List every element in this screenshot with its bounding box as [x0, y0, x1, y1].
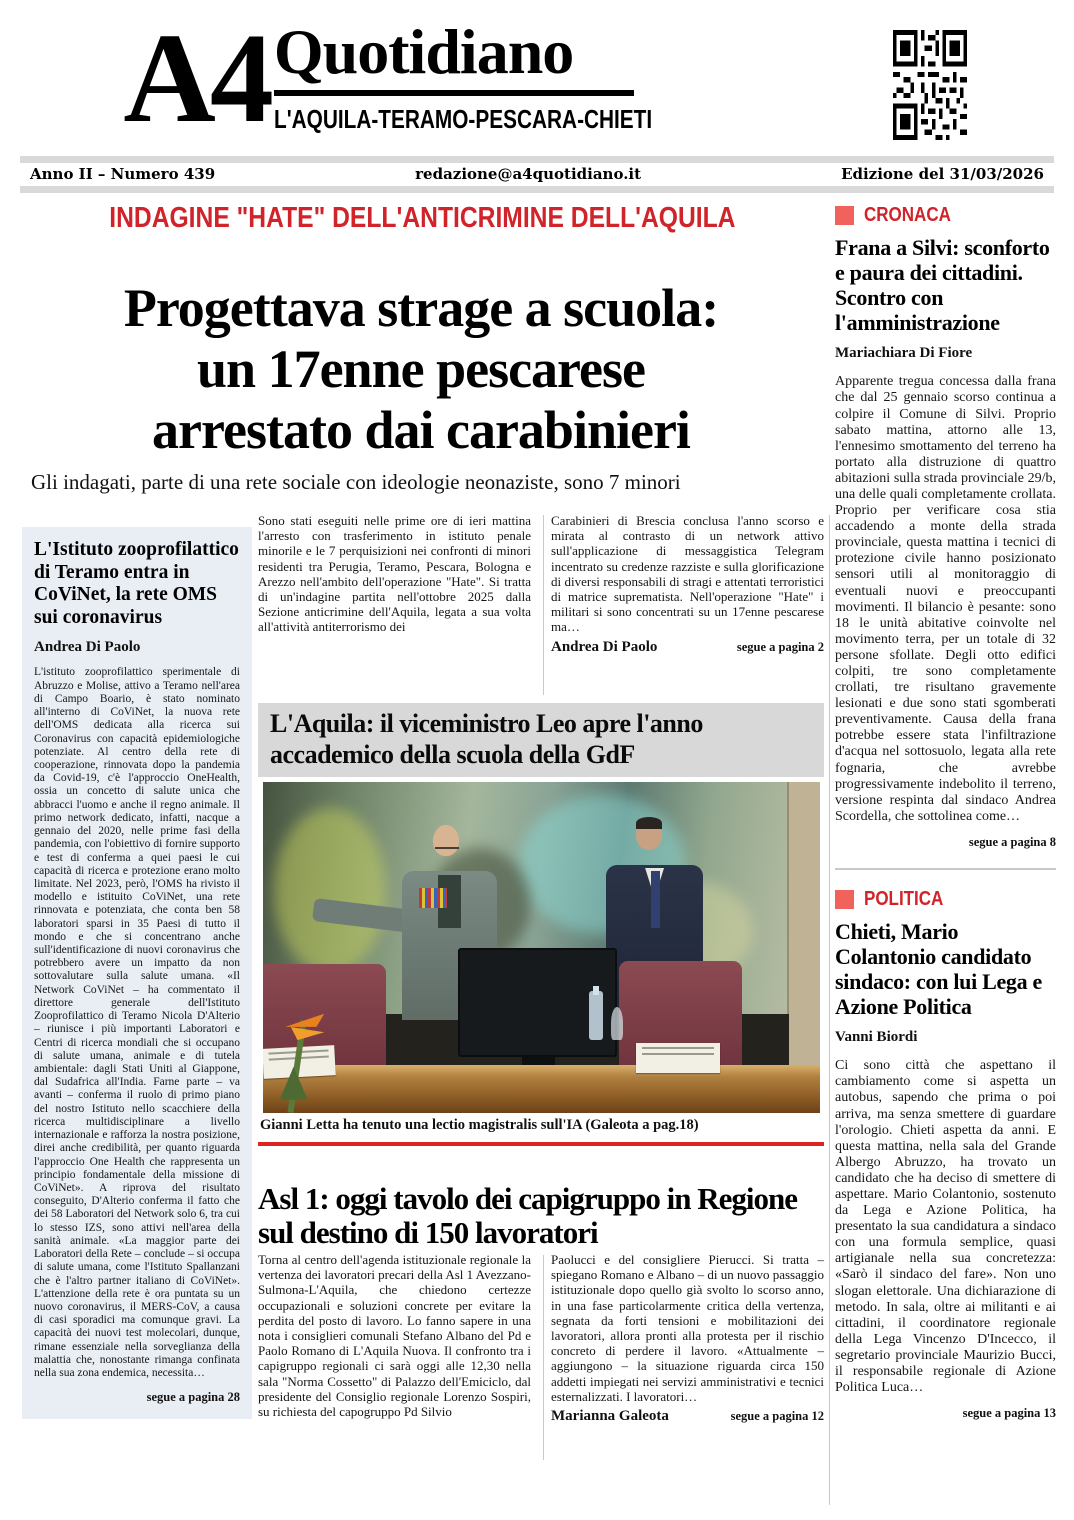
cronaca-section-marker: [835, 206, 854, 225]
lead-body-col1: Sono stati eseguiti nelle prime ore di ieri mattina l'arresto con trasferimento in istituto penale minorile e le 7 perquisizioni nei confronti di minori residenti tra Perugia, Teramo, Pescara, Bologna e Arezzo nell'ambito dell'operazione "Hate". Si tratta di un'indagine partita nell'ottobre 2025 dalla Sezione anticrimine dell'Aquila, legata a sua volta all'attività antiterrorismo dei: [258, 513, 531, 635]
photo-officer-head: [433, 825, 459, 856]
qr-code-icon: [893, 30, 967, 140]
dateline-rule-bottom: [20, 186, 1054, 193]
lead-headline: [18, 278, 824, 461]
lead-body-col2: [551, 513, 824, 656]
lead-continuation: segue a pagina 2: [736, 639, 824, 654]
sidebar-divider: [835, 868, 1056, 870]
politica-section-label: POLITICA: [864, 887, 944, 910]
politica-continuation: segue a pagina 13: [962, 1406, 1056, 1421]
asl-body-col2-text: Paolucci e del consigliere Pierucci. Si tratta – spiegano Romano e Albano – di un nuovo passaggio istituzionale dopo quello già svolto lo scorso anno, in una fase particolarmente critica della vertenza, segnata da forti tensioni e mobilitazioni dei lavoratori, allora pronti alla protesta per il rischio concreto di perdere il lavoro. «Attualmente – aggiungono – la situazione riguarda circa 150 addetti impiegati nei servizi amministrativi e tecnici esternalizzati. I lavoratori…: [551, 1252, 824, 1404]
dateline: [20, 162, 1054, 186]
politica-body: Ci sono città che aspettano il cambiamento come si aspetta un autobus, sapendo che prima o poi arriva, ma senza smettere di guardare l'orologio. Chieti aspetta da anni. E questa mattina, nella sala del Grande Albergo Abruzzo, ha trovato un candidato che ha deciso di smettere di aspettare. Mario Colantonio, sostenuto da Lega e Azione Politica, ha presentato la sua candidatura a sindaco con una formula semplice, quasi artigianale nella sua concretezza: «Sarò il sindaco del fare». Non uno slogan elettorale. Una dichiarazione di metodo. In sala, oltre ai militanti e ai cittadini, il coordinatore regionale della Lega Vincenzo D'Incecco, il segretario provinciale Maurizio Bucci, il responsabile regionale di Azione Politica Luca…: [835, 1058, 1056, 1396]
covinet-body: L'istituto zooprofilattico sperimentale di Abruzzo e Molise, attivo a Teramo nell'area di Campo Boario, è stato nominato all'interno di CoViNet, la nuova rete dell'OMS dedicata alla ricerca sui Coronavirus con capacità epidemiologiche potenziate. Al centro della rete di cooperazione, rinnovata dopo la pandemia da Covid-19, c'è l'approccio OneHealth, ossia un concetto di salute unica che abbracci l'uomo e anche il regno animale. Il primo network dedicato, infatti, nacque a gennaio del 2020, nelle prime fasi della pandemia, con l'obiettivo di fornire supporto e test di conferma a quei paesi le cui capacità di ricerca e protezione erano molto limitate. Nel 2023, però, l'OMS ha rivisto il modello e istituito CoViNet, una rete rinnovata e potenziata, che conta ben 58 laboratori sparsi in 35 Paesi di tutto il mondo e che si concentrano anche sull'identificazione di nuovi coronavirus che potrebbero avere un impatto da non sottovalutare sulla salute umana. «Il Network CoViNet – ha commentato il direttore generale dell'Istituto Zooprofilattico di Teramo Nicola D'Alterio – riunisce i più importanti Laboratori e Centri di ricerca mondiali che si occupano di salute umana, animale e di tutela ambientale: dagli Stati Uniti al Giappone, dal Sudafrica all'India. Farne parte – va avanti – conferma il ruolo di primo piano del nostro Istituto nello scacchiere della ricerca multidisciplinare a livello internazionale e rafforza la nostra posizione, direi anche credibilità, per quanto riguarda l'approccio One Health che rappresenta un principio fondamentale della missione di CoViNet». A riprova del risultato conseguito, D'Alterio conferma il fatto che dei 58 Laboratori del Network solo 6, tra cui lo stesso IZS, sono attivi nell'area della sanità animale. «La maggior parte dei Laboratori della Rete – conclude – si occupa di salute umana, come l'Istituto Spallanzani che è l'altro partner italiano di CoViNet». L'attenzione della rete è ora puntata su un nuovo coronavirus, il MERS-CoV, a causa di casi sporadici ma comunque gravi. La capacità dei nuovi test molecolari, dunque, rimane essenziale nella sorveglianza della malattia che, nonostante rimanga confinata nella sua zona endemica, necessita…: [34, 666, 240, 1380]
dateline-email: redazione@a4quotidiano.it: [415, 165, 642, 183]
asl-continuation: segue a pagina 12: [730, 1409, 824, 1424]
masthead-logo-right: [274, 14, 747, 135]
asl-headline: Asl 1: oggi tavolo dei capigruppo in Regione sul destino di 150 lavoratori: [258, 1180, 798, 1251]
photo-desk: [263, 1065, 820, 1113]
lead-author: Andrea Di Paolo: [551, 638, 658, 655]
masthead-logo-name: Quotidiano: [273, 16, 574, 87]
lead-standfirst: Gli indagati, parte di una rete sociale con ideologie neonaziste, sono 7 minori: [31, 470, 681, 494]
article-photo: [263, 782, 820, 1113]
photo-bottle-cap: [593, 986, 600, 996]
covinet-continuation: segue a pagina 28: [146, 1390, 240, 1405]
lead-body-col2-text: Carabinieri di Brescia conclusa l'anno scorso e mirata al contrasto di un network attivo sull'applicazione di messaggistica Telegram incentrato su credenze razziste e sulla glorificazione di diversi responsabili di stragi e attentati terroristici di matrice suprematista. Nell'operazione "Hate" i militari si sono concentrati su un 17enne pescarese ma…: [551, 513, 824, 635]
photo-name-card-right: [636, 1043, 720, 1073]
caption-red-rule: [258, 1142, 824, 1146]
cronaca-author: Mariachiara Di Fiore: [835, 345, 973, 362]
asl-body-col2: [551, 1252, 824, 1425]
lead-byline-row: [551, 639, 824, 656]
cronaca-section-label: CRONACA: [864, 204, 951, 226]
photo-glass: [611, 1007, 623, 1040]
column-rule-lead: [543, 515, 544, 695]
photo-viceminister-tie: [651, 871, 660, 927]
photo-officer-medals: [419, 888, 447, 908]
politica-section-row: [835, 888, 1056, 911]
lead-body-columns: [258, 513, 824, 656]
cronaca-continuation: segue a pagina 8: [968, 834, 1056, 849]
lead-kicker: [0, 202, 845, 235]
lead-headline-line2: un 17enne pescarese: [197, 339, 645, 400]
lead-headline-line1: Progettava strage a scuola:: [123, 278, 719, 339]
cronaca-body: Apparente tregua concessa dalla frana che dal 25 gennaio scorso continua a colpire il Comune di Silvi. Proprio sabato mattina, attorno alle 13, l'ennesimo smottamento del terreno ha portato alla distruzione di quattro abitazioni sulla strada provinciale 29/b, una delle quali completamente crollata. Proprio per verificare cosa stia accadendo a monte della strada provinciale, questa mattina i tecnici di protezione civile hanno posizionato sensori utili al monitoraggio di eventuali nuovi e preoccupanti movimenti. Il bilancio è pesante: sono 18 le unità abitative coinvolte nel movimento terra, per un totale di 32 persone sfollate. Degli otto edifici colpiti, tre sono completamente crollati, tre risultano gravemente lesionati e due sono stati sgomberati preventivamente. Causa della frana potrebbe essere stata l'infiltrazione d'acqua nel sottosuolo, legata alla rete fognaria, che avrebbe progressivamente indebolito il terreno, versione respinta dal sindaco Andrea Scordella, che sottolinea come…: [835, 374, 1056, 824]
photo-wall: [787, 782, 820, 1113]
asl-body-columns: [258, 1252, 824, 1425]
masthead-subtitle: L'AQUILA-TERAMO-PESCARA-CHIETI: [273, 104, 653, 134]
cronaca-title: Frana a Silvi: sconforto e paura dei cittadini. Scontro con l'amministrazione: [835, 235, 1050, 336]
asl-author: Marianna Galeota: [551, 1408, 669, 1425]
sidebar: [835, 204, 1056, 1421]
lead-kicker-text: INDAGINE "HATE" DELL'ANTICRIMINE DELL'AQUILA: [109, 202, 736, 234]
politica-title: Chieti, Mario Colantonio candidato sindaco: con lui Lega e Azione Politica: [835, 918, 1042, 1020]
photo-viceminister-hair: [636, 817, 662, 829]
politica-author: Vanni Biordi: [835, 1029, 918, 1046]
asl-body-col1: Torna al centro dell'agenda istituzionale regionale la vertenza dei lavoratori precari della Asl 1 Avezzano-Sulmona-L'Aquila, che chiedono certezze occupazionali e soluzioni concrete per evitare la perdita del posto di lavoro. Lo fanno sapere in una nota i consiglieri comunali Stefano Albano del Pd e Paolo Romano di L'Aquila Nuova. Il confronto tra i capigruppo regionali ci sarà oggi alle 12,30 nella sala "Norma Cossetto" di Palazzo dell'Emiciclo, dal presidente del Consiglio regionale Lorenzo Sospiri, su richiesta del capogruppo Pd Silvio: [258, 1252, 531, 1420]
covinet-author: Andrea Di Paolo: [34, 639, 141, 656]
lead-headline-line3: arrestato dai carabinieri: [152, 400, 690, 461]
photo-screen-blob-yellow: [274, 808, 385, 974]
covinet-article: [22, 527, 252, 1419]
covinet-title: L'Istituto zooprofilattico di Teramo entra in CoViNet, la rete OMS sui coronavirus: [34, 539, 239, 628]
dateline-edition: Edizione del 31/03/2026: [841, 165, 1044, 183]
asl-byline-row: [551, 1408, 824, 1425]
gdf-headline: L'Aquila: il viceministro Leo apre l'anno accademico della scuola della GdF: [270, 709, 703, 769]
photo-caption: Gianni Letta ha tenuto una lectio magistralis sull'IA (Galeota a pag.18): [260, 1117, 699, 1133]
politica-section-marker: [835, 890, 854, 909]
gdf-article-banner: [258, 703, 824, 777]
photo-officer-glasses: [435, 847, 459, 849]
cronaca-section-row: [835, 204, 1056, 227]
masthead-logo-a4: A4: [123, 7, 268, 149]
column-rule-sidebar: [829, 515, 830, 1505]
dateline-issue: Anno II – Numero 439: [30, 165, 216, 183]
photo-water-bottle: [589, 991, 603, 1041]
masthead-rule: [274, 90, 634, 96]
masthead: [0, 7, 870, 149]
